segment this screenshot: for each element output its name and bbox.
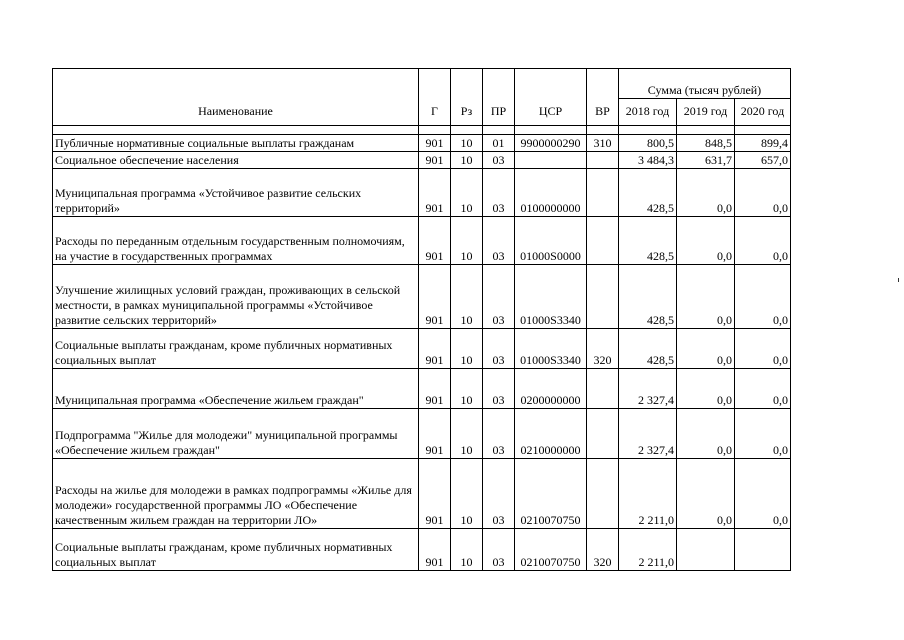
cell-name: Публичные нормативные социальные выплаты гражданам (53, 135, 419, 152)
cell-g: 901 (419, 329, 451, 369)
cell-csr: 9900000290 (515, 135, 587, 152)
cell-rz: 10 (451, 265, 483, 329)
cell-g: 901 (419, 169, 451, 217)
cell-vr (587, 369, 619, 409)
cell-v2018: 428,5 (619, 329, 677, 369)
header-row-top (53, 69, 791, 99)
col-header-pr: ПР (483, 69, 515, 126)
cell-g: 901 (419, 217, 451, 265)
cell-v2020 (735, 529, 791, 571)
cell-v2020: 657,0 (735, 152, 791, 169)
cell-name: Муниципальная программа «Обеспечение жильем граждан" (53, 369, 419, 409)
cell-csr: 0210070750 (515, 459, 587, 529)
cell-pr: 03 (483, 369, 515, 409)
cell-vr: 320 (587, 329, 619, 369)
cell-v2020: 0,0 (735, 459, 791, 529)
cell-name: Социальное обеспечение населения (53, 152, 419, 169)
cell-v2019: 848,5 (677, 135, 735, 152)
cell-name: Подпрограмма "Жилье для молодежи" муниципальной программы «Обеспечение жильем граждан" (53, 409, 419, 459)
cell-vr (587, 152, 619, 169)
cell-csr: 0210070750 (515, 529, 587, 571)
cell-g: 901 (419, 152, 451, 169)
cell-rz: 10 (451, 529, 483, 571)
cell-csr: 01000S3340 (515, 329, 587, 369)
cell-v2020: 0,0 (735, 329, 791, 369)
cell-v2019: 0,0 (677, 329, 735, 369)
cell-vr (587, 169, 619, 217)
cell-rz: 10 (451, 135, 483, 152)
cell-v2020: 0,0 (735, 265, 791, 329)
table-row (53, 135, 791, 152)
cell-v2020: 0,0 (735, 369, 791, 409)
cell-csr: 01000S0000 (515, 217, 587, 265)
budget-table (52, 68, 791, 571)
table-row (53, 265, 791, 329)
cell-v2019: 631,7 (677, 152, 735, 169)
col-header-2019: 2019 год (677, 98, 735, 125)
col-header-2020: 2020 год (735, 98, 791, 125)
cell-v2020: 0,0 (735, 217, 791, 265)
cell-v2019: 0,0 (677, 217, 735, 265)
cell-pr: 03 (483, 409, 515, 459)
cell-v2018: 3 484,3 (619, 152, 677, 169)
cell-vr (587, 409, 619, 459)
cell-name: Расходы по переданным отдельным государственным полномочиям, на участие в государственных программах (53, 217, 419, 265)
edge-mark (898, 278, 903, 282)
cell-csr: 01000S3340 (515, 265, 587, 329)
cell-v2018: 2 211,0 (619, 529, 677, 571)
table-row (53, 409, 791, 459)
cell-rz: 10 (451, 169, 483, 217)
cell-g: 901 (419, 135, 451, 152)
cell-g: 901 (419, 529, 451, 571)
cell-pr: 03 (483, 265, 515, 329)
cell-v2019: 0,0 (677, 265, 735, 329)
table-row (53, 329, 791, 369)
cell-v2018: 428,5 (619, 169, 677, 217)
cell-name: Социальные выплаты гражданам, кроме публичных нормативных социальных выплат (53, 529, 419, 571)
cell-pr: 03 (483, 459, 515, 529)
cell-vr (587, 459, 619, 529)
cell-g: 901 (419, 459, 451, 529)
cell-vr (587, 217, 619, 265)
cell-name: Расходы на жилье для молодежи в рамках подпрограммы «Жилье для молодежи» государственной программы ЛО «Обеспечение качественным жильем граждан на территории ЛО» (53, 459, 419, 529)
cell-v2018: 428,5 (619, 265, 677, 329)
cell-v2020: 899,4 (735, 135, 791, 152)
col-header-2018: 2018 год (619, 98, 677, 125)
table-row (53, 169, 791, 217)
cell-pr: 03 (483, 152, 515, 169)
table-row (53, 459, 791, 529)
cell-v2019: 0,0 (677, 369, 735, 409)
cell-name: Улучшение жилищных условий граждан, проживающих в сельской местности, в рамках муниципальной программы «Устойчивое развитие сельских территорий» (53, 265, 419, 329)
header-gap (53, 126, 791, 135)
cell-csr: 0200000000 (515, 369, 587, 409)
cell-pr: 01 (483, 135, 515, 152)
cell-pr: 03 (483, 529, 515, 571)
cell-vr: 310 (587, 135, 619, 152)
cell-rz: 10 (451, 369, 483, 409)
table-row (53, 152, 791, 169)
cell-v2020: 0,0 (735, 169, 791, 217)
cell-v2020: 0,0 (735, 409, 791, 459)
cell-pr: 03 (483, 169, 515, 217)
cell-rz: 10 (451, 217, 483, 265)
cell-pr: 03 (483, 217, 515, 265)
cell-vr: 320 (587, 529, 619, 571)
table-row (53, 217, 791, 265)
cell-v2018: 800,5 (619, 135, 677, 152)
cell-v2019: 0,0 (677, 409, 735, 459)
table-body (53, 135, 791, 571)
table-row (53, 369, 791, 409)
cell-v2019: 0,0 (677, 459, 735, 529)
cell-v2018: 428,5 (619, 217, 677, 265)
cell-rz: 10 (451, 152, 483, 169)
col-header-csr: ЦСР (515, 69, 587, 126)
cell-rz: 10 (451, 459, 483, 529)
cell-v2019: 0,0 (677, 169, 735, 217)
col-header-sum: Сумма (тысяч рублей) (619, 69, 791, 99)
cell-v2018: 2 327,4 (619, 409, 677, 459)
cell-vr (587, 265, 619, 329)
cell-name: Муниципальная программа «Устойчивое развитие сельских территорий» (53, 169, 419, 217)
cell-csr (515, 152, 587, 169)
col-header-name: Наименование (53, 69, 419, 126)
cell-g: 901 (419, 369, 451, 409)
table-row (53, 529, 791, 571)
cell-pr: 03 (483, 329, 515, 369)
col-header-vr: ВР (587, 69, 619, 126)
col-header-g: Г (419, 69, 451, 126)
cell-v2018: 2 211,0 (619, 459, 677, 529)
cell-csr: 0210000000 (515, 409, 587, 459)
cell-v2018: 2 327,4 (619, 369, 677, 409)
cell-name: Социальные выплаты гражданам, кроме публичных нормативных социальных выплат (53, 329, 419, 369)
col-header-rz: Рз (451, 69, 483, 126)
cell-g: 901 (419, 265, 451, 329)
cell-v2019 (677, 529, 735, 571)
cell-rz: 10 (451, 409, 483, 459)
cell-rz: 10 (451, 329, 483, 369)
cell-csr: 0100000000 (515, 169, 587, 217)
cell-g: 901 (419, 409, 451, 459)
